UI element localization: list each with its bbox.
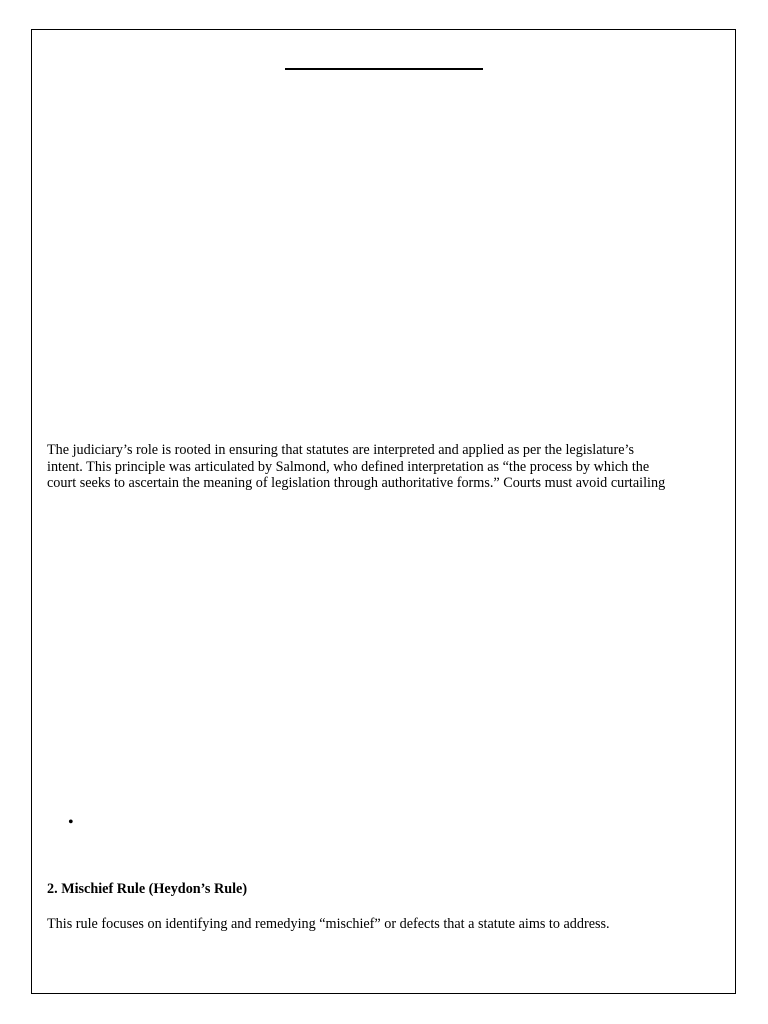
section-heading-mischief-rule: 2. Mischief Rule (Heydon’s Rule) [47, 881, 248, 897]
paragraph-line: court seeks to ascertain the meaning of legislation through authoritative forms.” Courts must avoid curtailing [47, 475, 666, 491]
paragraph-judiciary-role [47, 442, 737, 492]
bullet-point: • [68, 814, 74, 831]
paragraph-mischief-rule: This rule focuses on identifying and remedying “mischief” or defects that a statute aims to address. [47, 916, 610, 932]
title-underline [285, 68, 483, 70]
paragraph-line: intent. This principle was articulated by Salmond, who defined interpretation as “the process by which the [47, 458, 650, 475]
paragraph-line: The judiciary’s role is rooted in ensuring that statutes are interpreted and applied as per the legislature’s [47, 442, 635, 458]
page-frame [31, 29, 736, 994]
